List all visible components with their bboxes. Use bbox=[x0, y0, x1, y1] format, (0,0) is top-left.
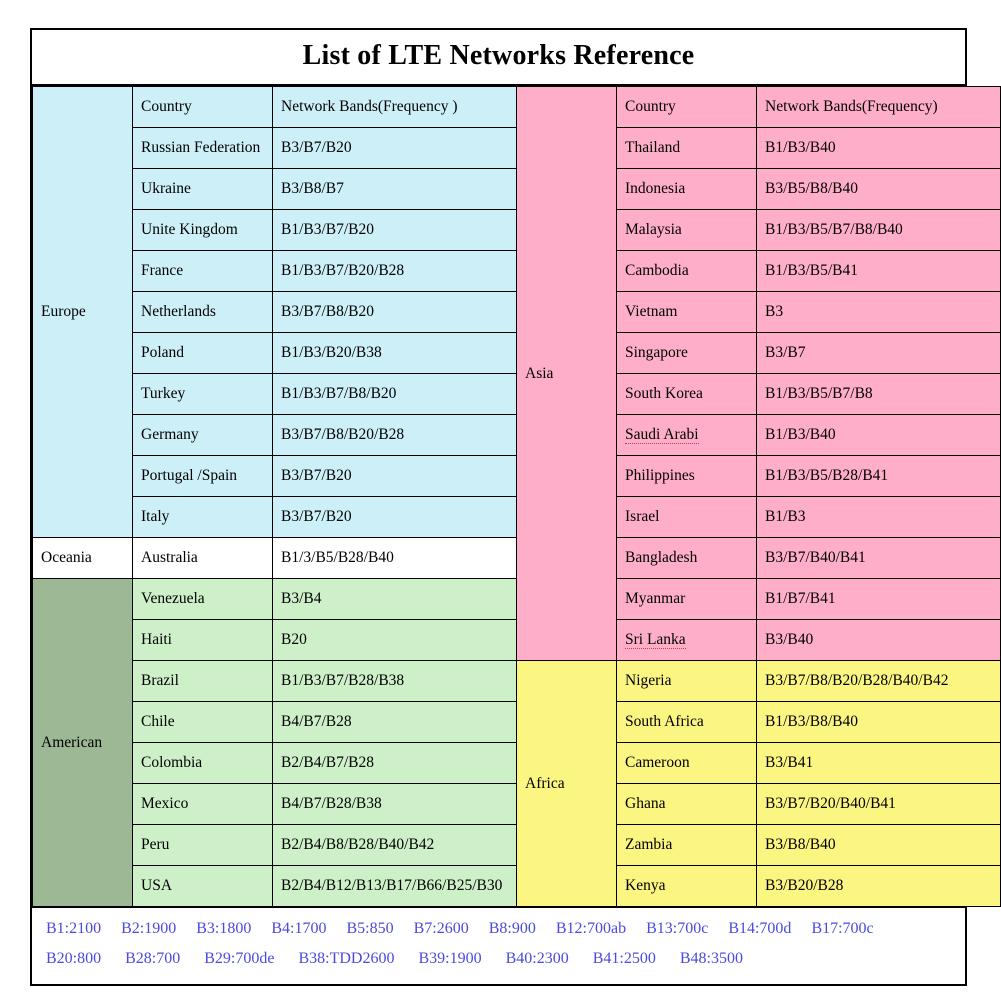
legend-item: B39:1900 bbox=[418, 950, 482, 967]
bands-cell: B1/B3/B7/B28/B38 bbox=[273, 661, 517, 702]
country-cell: Italy bbox=[133, 497, 273, 538]
bands-cell: B3/B20/B28 bbox=[757, 866, 1001, 907]
country-cell: France bbox=[133, 251, 273, 292]
country-cell: Singapore bbox=[617, 333, 757, 374]
country-cell bbox=[617, 620, 757, 661]
column-header-country-left: Country bbox=[133, 87, 273, 128]
legend-item: B12:700ab bbox=[555, 920, 627, 937]
country-cell: Ukraine bbox=[133, 169, 273, 210]
country-cell: Venezuela bbox=[133, 579, 273, 620]
country-cell: Germany bbox=[133, 415, 273, 456]
country-cell: Unite Kingdom bbox=[133, 210, 273, 251]
legend-item: B5:850 bbox=[346, 920, 394, 937]
legend-item: B38:TDD2600 bbox=[298, 950, 395, 967]
country-cell: Netherlands bbox=[133, 292, 273, 333]
region-label-oceania: Oceania bbox=[33, 538, 133, 579]
bands-cell: B1/B3/B5/B7/B8/B40 bbox=[757, 210, 1001, 251]
bands-cell: B3/B7/B40/B41 bbox=[757, 538, 1001, 579]
country-cell: Philippines bbox=[617, 456, 757, 497]
column-header-bands-right: Network Bands(Frequency) bbox=[757, 87, 1001, 128]
bands-cell: B1/B3/B7/B20/B28 bbox=[273, 251, 517, 292]
legend-item: B29:700de bbox=[204, 950, 275, 967]
region-label-africa: Africa bbox=[517, 661, 617, 907]
country-cell: Turkey bbox=[133, 374, 273, 415]
bands-cell: B3/B7/B8/B20/B28 bbox=[273, 415, 517, 456]
legend-item: B14:700d bbox=[728, 920, 792, 937]
bands-cell: B3/B8/B40 bbox=[757, 825, 1001, 866]
bands-cell: B2/B4/B12/B13/B17/B66/B25/B30 bbox=[273, 866, 517, 907]
country-cell: Russian Federation bbox=[133, 128, 273, 169]
country-cell: Cambodia bbox=[617, 251, 757, 292]
bands-cell: B1/B3/B5/B28/B41 bbox=[757, 456, 1001, 497]
bands-cell: B3/B7/B20/B40/B41 bbox=[757, 784, 1001, 825]
bands-cell: B20 bbox=[273, 620, 517, 661]
region-label-asia: Asia bbox=[517, 87, 617, 661]
bands-cell: B1/B3/B40 bbox=[757, 128, 1001, 169]
legend-row-1 bbox=[46, 920, 951, 938]
country-cell: Cameroon bbox=[617, 743, 757, 784]
country-cell: Mexico bbox=[133, 784, 273, 825]
country-cell: Myanmar bbox=[617, 579, 757, 620]
country-cell: South Africa bbox=[617, 702, 757, 743]
legend-item: B28:700 bbox=[125, 950, 181, 967]
legend-item: B1:2100 bbox=[46, 920, 102, 937]
bands-cell: B4/B7/B28 bbox=[273, 702, 517, 743]
bands-cell: B1/B3/B5/B41 bbox=[757, 251, 1001, 292]
country-cell: Peru bbox=[133, 825, 273, 866]
country-cell: Thailand bbox=[617, 128, 757, 169]
bands-cell: B4/B7/B28/B38 bbox=[273, 784, 517, 825]
bands-cell: B3/B7/B8/B20/B28/B40/B42 bbox=[757, 661, 1001, 702]
region-label-american: American bbox=[33, 579, 133, 907]
bands-cell: B3/B7 bbox=[757, 333, 1001, 374]
country-cell: Vietnam bbox=[617, 292, 757, 333]
table-row bbox=[33, 87, 1001, 128]
country-text: Sri Lanka bbox=[625, 631, 686, 648]
country-text: Saudi Arabi bbox=[625, 426, 699, 443]
bands-cell: B1/3/B5/B28/B40 bbox=[273, 538, 517, 579]
column-header-bands-left: Network Bands(Frequency ) bbox=[273, 87, 517, 128]
country-cell: Ghana bbox=[617, 784, 757, 825]
bands-cell: B1/B3/B40 bbox=[757, 415, 1001, 456]
bands-cell: B3/B4 bbox=[273, 579, 517, 620]
bands-cell: B1/B3/B5/B7/B8 bbox=[757, 374, 1001, 415]
bands-cell: B1/B3/B7/B8/B20 bbox=[273, 374, 517, 415]
country-cell bbox=[617, 415, 757, 456]
country-cell: Poland bbox=[133, 333, 273, 374]
legend-item: B41:2500 bbox=[592, 950, 656, 967]
country-cell: USA bbox=[133, 866, 273, 907]
table-row bbox=[33, 661, 1001, 702]
column-header-country-right: Country bbox=[617, 87, 757, 128]
page-title: List of LTE Networks Reference bbox=[302, 40, 695, 71]
legend-item: B2:1900 bbox=[121, 920, 177, 937]
table-body bbox=[33, 87, 1001, 907]
country-cell: South Korea bbox=[617, 374, 757, 415]
bands-cell: B1/B7/B41 bbox=[757, 579, 1001, 620]
country-cell: Israel bbox=[617, 497, 757, 538]
bands-cell: B3/B7/B20 bbox=[273, 128, 517, 169]
reference-table-container bbox=[30, 28, 967, 986]
legend-item: B40:2300 bbox=[505, 950, 569, 967]
bands-cell: B2/B4/B8/B28/B40/B42 bbox=[273, 825, 517, 866]
bands-cell: B3/B7/B8/B20 bbox=[273, 292, 517, 333]
bands-cell: B3 bbox=[757, 292, 1001, 333]
legend-item: B48:3500 bbox=[679, 950, 743, 967]
bands-cell: B1/B3/B20/B38 bbox=[273, 333, 517, 374]
country-cell: Chile bbox=[133, 702, 273, 743]
bands-cell: B3/B7/B20 bbox=[273, 497, 517, 538]
legend-item: B20:800 bbox=[46, 950, 102, 967]
bands-cell: B3/B41 bbox=[757, 743, 1001, 784]
legend-row-2 bbox=[46, 950, 951, 968]
country-cell: Kenya bbox=[617, 866, 757, 907]
bands-cell: B3/B5/B8/B40 bbox=[757, 169, 1001, 210]
legend-item: B7:2600 bbox=[413, 920, 469, 937]
legend-item: B17:700c bbox=[811, 920, 874, 937]
bands-cell: B3/B40 bbox=[757, 620, 1001, 661]
lte-networks-table bbox=[32, 86, 1001, 907]
country-cell: Bangladesh bbox=[617, 538, 757, 579]
legend-item: B8:900 bbox=[488, 920, 536, 937]
bands-cell: B2/B4/B7/B28 bbox=[273, 743, 517, 784]
bands-cell: B3/B8/B7 bbox=[273, 169, 517, 210]
country-cell: Australia bbox=[133, 538, 273, 579]
legend-item: B4:1700 bbox=[271, 920, 327, 937]
bands-cell: B1/B3 bbox=[757, 497, 1001, 538]
bands-cell: B3/B7/B20 bbox=[273, 456, 517, 497]
country-cell: Brazil bbox=[133, 661, 273, 702]
title-row bbox=[32, 30, 965, 86]
bands-cell: B1/B3/B7/B20 bbox=[273, 210, 517, 251]
legend-item: B3:1800 bbox=[196, 920, 252, 937]
country-cell: Indonesia bbox=[617, 169, 757, 210]
country-cell: Malaysia bbox=[617, 210, 757, 251]
band-frequency-legend bbox=[32, 907, 965, 984]
region-label-europe: Europe bbox=[33, 87, 133, 538]
country-cell: Colombia bbox=[133, 743, 273, 784]
bands-cell: B1/B3/B8/B40 bbox=[757, 702, 1001, 743]
country-cell: Haiti bbox=[133, 620, 273, 661]
legend-item: B13:700c bbox=[646, 920, 709, 937]
country-cell: Nigeria bbox=[617, 661, 757, 702]
country-cell: Zambia bbox=[617, 825, 757, 866]
country-cell: Portugal /Spain bbox=[133, 456, 273, 497]
